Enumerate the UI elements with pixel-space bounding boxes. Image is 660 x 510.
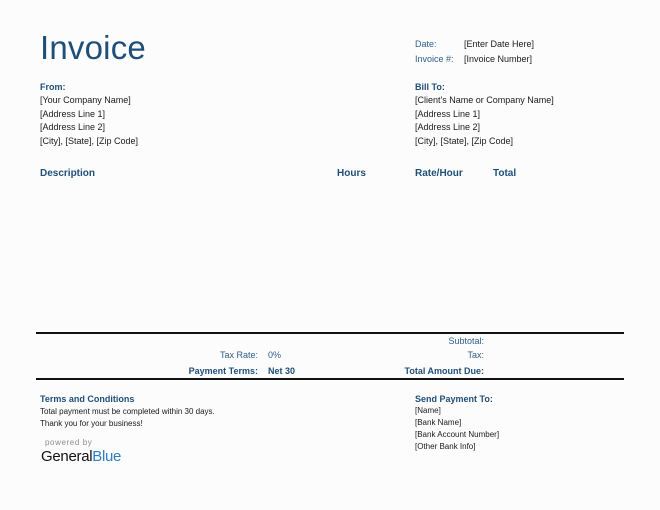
send-payment-block [415, 393, 499, 453]
from-address-line-2[interactable]: [Address Line 2] [40, 122, 106, 133]
logo-blue-text: Blue [92, 448, 122, 465]
payment-terms-label: Payment Terms: [188, 366, 258, 376]
bill-to-block [415, 81, 554, 149]
bill-to-address-line-2[interactable]: [Address Line 2] [415, 122, 481, 133]
bill-to-client-name[interactable]: [Client's Name or Company Name] [415, 95, 554, 105]
payment-terms-value[interactable]: Net 30 [268, 366, 296, 376]
tax-label: Tax: [467, 350, 484, 360]
payment-bank-account-number[interactable]: [Bank Account Number] [415, 430, 500, 439]
bill-to-address-line-1[interactable]: [Address Line 1] [415, 108, 481, 119]
column-header-total: Total [493, 168, 517, 179]
tax-rate-label: Tax Rate: [219, 350, 258, 360]
payment-other-bank-info[interactable]: [Other Bank Info] [415, 442, 476, 451]
generalblue-logo [41, 448, 121, 465]
date-value[interactable]: [Enter Date Here] [464, 39, 535, 49]
bill-to-lines [415, 94, 554, 149]
tax-rate-value[interactable]: 0% [268, 350, 282, 360]
from-city-state-zip[interactable]: [City], [State], [Zip Code] [40, 136, 139, 147]
bill-to-heading: Bill To: [415, 82, 445, 92]
column-header-rate-hour: Rate/Hour [415, 168, 463, 179]
bill-to-city-state-zip[interactable]: [City], [State], [Zip Code] [415, 136, 514, 147]
summary-top-divider [36, 332, 624, 334]
terms-heading: Terms and Conditions [40, 394, 135, 404]
from-lines [40, 94, 138, 149]
from-block [40, 81, 138, 149]
payment-name[interactable]: [Name] [415, 406, 441, 415]
send-payment-lines [415, 405, 499, 453]
total-amount-due-label: Total Amount Due: [404, 366, 484, 376]
invoice-number-value[interactable]: [Invoice Number] [464, 54, 533, 64]
payment-bank-name[interactable]: [Bank Name] [415, 418, 462, 427]
logo-general-text: General [41, 448, 93, 465]
terms-line-1[interactable]: Total payment must be completed within 30 days. [40, 407, 215, 416]
terms-lines [40, 406, 215, 430]
invoice-number-label: Invoice #: [415, 54, 454, 64]
invoice-title: Invoice [40, 29, 146, 66]
summary-bottom-divider [36, 378, 624, 380]
from-address-line-1[interactable]: [Address Line 1] [40, 108, 106, 119]
terms-line-2[interactable]: Thank you for your business! [40, 419, 143, 428]
send-payment-heading: Send Payment To: [415, 394, 493, 404]
powered-by-text: powered by [45, 438, 93, 447]
column-header-description: Description [40, 168, 96, 179]
from-company-name[interactable]: [Your Company Name] [40, 95, 131, 105]
line-items-area[interactable] [36, 184, 624, 330]
date-label: Date: [415, 39, 437, 49]
terms-block [40, 393, 215, 430]
column-header-hours: Hours [337, 168, 366, 179]
from-heading: From: [40, 82, 66, 92]
subtotal-label: Subtotal: [448, 336, 484, 346]
